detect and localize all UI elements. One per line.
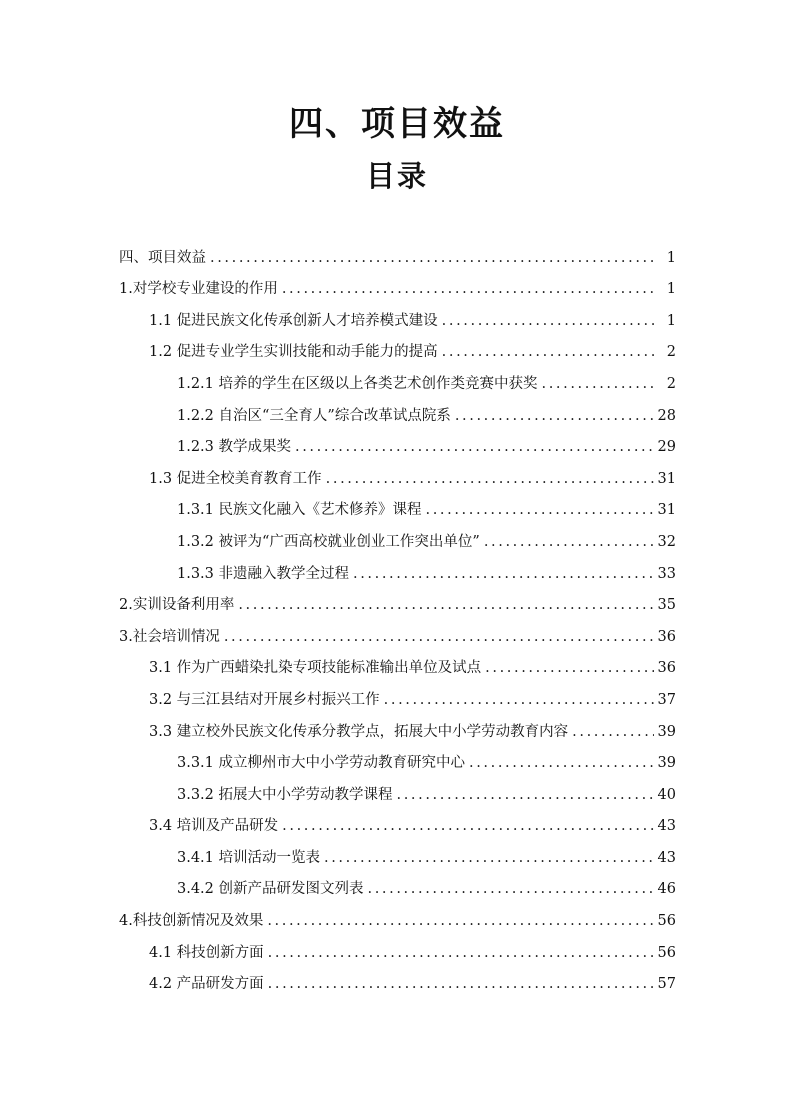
toc-entry-page-number: 31 xyxy=(657,470,676,487)
toc-entry[interactable] xyxy=(119,805,676,837)
toc-leader-dots xyxy=(282,279,658,299)
toc-leader-dots xyxy=(542,374,658,394)
toc-entry-page-number: 33 xyxy=(657,565,676,582)
toc-entry-page-number: 56 xyxy=(657,913,676,930)
toc-entry-label: 1.2 促进专业学生实训技能和动手能力的提高 xyxy=(149,344,438,361)
toc-leader-dots xyxy=(455,406,654,426)
toc-entry-page-number: 36 xyxy=(657,628,676,645)
toc-entry-label: 3.3.1 成立柳州市大中小学劳动教育研究中心 xyxy=(177,755,466,772)
toc-entry-page-number: 56 xyxy=(657,944,676,961)
toc-leader-dots xyxy=(397,785,654,805)
toc-entry-page-number: 57 xyxy=(657,976,676,993)
toc-entry[interactable] xyxy=(119,457,676,489)
toc-entry[interactable] xyxy=(119,868,676,900)
toc-entry[interactable] xyxy=(119,710,676,742)
table-of-contents xyxy=(119,236,676,994)
toc-entry[interactable] xyxy=(119,299,676,331)
toc-entry-label: 3.3 建立校外民族文化传承分教学点，拓展大中小学劳动教育内容 xyxy=(149,723,569,740)
toc-entry[interactable] xyxy=(119,963,676,995)
toc-entry-label: 1.3.2 被评为“广西高校就业创业工作突出单位” xyxy=(177,533,480,550)
toc-entry-label: 4.科技创新情况及效果 xyxy=(119,913,264,930)
toc-entry-page-number: 39 xyxy=(657,755,676,772)
toc-leader-dots xyxy=(268,974,654,994)
toc-entry-page-number: 2 xyxy=(666,375,676,392)
toc-entry[interactable] xyxy=(119,899,676,931)
toc-leader-dots xyxy=(268,943,654,963)
toc-leader-dots xyxy=(238,595,653,615)
toc-leader-dots xyxy=(267,911,653,931)
toc-entry-label: 3.4 培训及产品研发 xyxy=(149,818,279,835)
toc-entry-label: 4.1 科技创新方面 xyxy=(149,944,264,961)
toc-entry-page-number: 31 xyxy=(657,502,676,519)
toc-entry-label: 1.2.2 自治区“三全育人”综合改革试点院系 xyxy=(177,407,451,424)
toc-leader-dots xyxy=(224,627,654,647)
toc-leader-dots xyxy=(353,564,654,584)
toc-leader-dots xyxy=(426,500,654,520)
toc-entry-page-number: 32 xyxy=(657,533,676,550)
toc-entry-label: 3.2 与三江县结对开展乡村振兴工作 xyxy=(149,691,380,708)
toc-entry-label: 3.4.1 培训活动一览表 xyxy=(177,849,321,866)
toc-leader-dots xyxy=(384,690,654,710)
toc-entry-page-number: 1 xyxy=(666,281,676,298)
toc-entry-label: 3.1 作为广西蜡染扎染专项技能标准输出单位及试点 xyxy=(149,660,482,677)
toc-entry[interactable] xyxy=(119,362,676,394)
toc-entry-label: 1.1 促进民族文化传承创新人才培养模式建设 xyxy=(149,312,438,329)
toc-entry[interactable] xyxy=(119,489,676,521)
toc-entry[interactable] xyxy=(119,647,676,679)
toc-entry[interactable] xyxy=(119,836,676,868)
toc-entry-page-number: 40 xyxy=(657,786,676,803)
toc-entry-label: 2.实训设备利用率 xyxy=(119,597,235,614)
toc-entry-label: 4.2 产品研发方面 xyxy=(149,976,264,993)
toc-entry-page-number: 39 xyxy=(657,723,676,740)
toc-leader-dots xyxy=(282,816,653,836)
toc-entry-label: 1.3 促进全校美育教育工作 xyxy=(149,470,322,487)
toc-leader-dots xyxy=(210,248,658,268)
toc-entry-label: 1.2.1 培养的学生在区级以上各类艺术创作类竞赛中获奖 xyxy=(177,375,538,392)
toc-entry[interactable] xyxy=(119,678,676,710)
toc-entry-page-number: 1 xyxy=(666,312,676,329)
toc-entry-label: 3.社会培训情况 xyxy=(119,628,220,645)
toc-entry-label: 1.3.3 非遗融入教学全过程 xyxy=(177,565,350,582)
toc-entry[interactable] xyxy=(119,584,676,616)
toc-leader-dots xyxy=(326,469,654,489)
toc-entry-page-number: 35 xyxy=(657,597,676,614)
toc-leader-dots xyxy=(324,848,654,868)
toc-entry-page-number: 2 xyxy=(666,344,676,361)
toc-heading: 目录 xyxy=(365,159,428,193)
toc-entry[interactable] xyxy=(119,773,676,805)
toc-entry-label: 1.对学校专业建设的作用 xyxy=(119,281,278,298)
toc-entry-page-number: 36 xyxy=(657,660,676,677)
toc-entry-page-number: 37 xyxy=(657,691,676,708)
toc-entry[interactable] xyxy=(119,931,676,963)
toc-leader-dots xyxy=(484,532,654,552)
toc-entry[interactable] xyxy=(119,615,676,647)
toc-leader-dots xyxy=(572,722,653,742)
toc-entry-label: 3.3.2 拓展大中小学劳动教学课程 xyxy=(177,786,393,803)
toc-leader-dots xyxy=(485,658,653,678)
toc-leader-dots xyxy=(442,311,658,331)
toc-entry[interactable] xyxy=(119,268,676,300)
toc-entry-page-number: 43 xyxy=(657,849,676,866)
toc-entry-page-number: 28 xyxy=(657,407,676,424)
toc-entry-label: 四、项目效益 xyxy=(119,249,206,266)
toc-entry[interactable] xyxy=(119,742,676,774)
toc-entry[interactable] xyxy=(119,236,676,268)
toc-entry-label: 1.3.1 民族文化融入《艺术修养》课程 xyxy=(177,502,422,519)
toc-entry[interactable] xyxy=(119,331,676,363)
toc-leader-dots xyxy=(295,437,654,457)
toc-entry[interactable] xyxy=(119,426,676,458)
document-title: 四、项目效益 xyxy=(289,104,505,144)
toc-entry-page-number: 43 xyxy=(657,818,676,835)
toc-leader-dots xyxy=(368,879,654,899)
toc-entry-page-number: 46 xyxy=(657,881,676,898)
toc-entry[interactable] xyxy=(119,552,676,584)
toc-entry[interactable] xyxy=(119,520,676,552)
toc-entry[interactable] xyxy=(119,394,676,426)
toc-entry-page-number: 1 xyxy=(666,249,676,266)
toc-entry-label: 1.2.3 教学成果奖 xyxy=(177,439,292,456)
toc-leader-dots xyxy=(442,342,658,362)
toc-leader-dots xyxy=(469,753,654,773)
toc-entry-label: 3.4.2 创新产品研发图文列表 xyxy=(177,881,364,898)
toc-entry-page-number: 29 xyxy=(657,439,676,456)
